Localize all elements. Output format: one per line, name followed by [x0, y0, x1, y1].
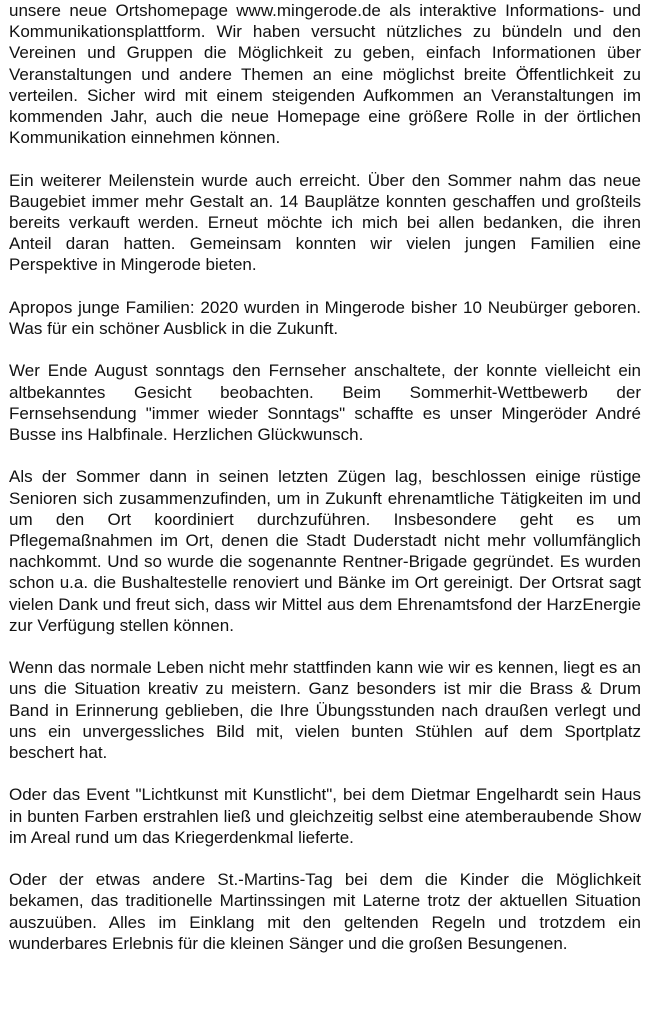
document-page — [9, 0, 641, 954]
paragraph-brass-drum-band: Wenn das normale Leben nicht mehr stattfinden kann wie wir es kennen, liegt es an uns die Situation kreativ zu meistern. Ganz besonders ist mir die Brass & Drum Band in Erinnerung geblieben, die Ihre Übungsstunden nach draußen verlegt und uns ein unvergessliches Bild mit, vielen bunten Stühlen auf dem Sportplatz beschert hat. — [9, 658, 641, 763]
paragraph-homepage: unsere neue Ortshomepage www.mingerode.de als interaktive Informations- und Kommunikationsplattform. Wir haben versucht nützliches zu bündeln und den Vereinen und Gruppen die Möglichkeit zu geben, einfach Informationen über Veranstaltungen und andere Themen an eine möglichst breite Öffentlichkeit zu verteilen. Sicher wird mit einem steigenden Aufkommen an Veranstaltungen im kommenden Jahr, auch die neue Homepage eine größere Rolle in der örtlichen Kommunikation einnehmen können. — [9, 1, 641, 148]
paragraph-st-martin: Oder der etwas andere St.-Martins-Tag bei dem die Kinder die Möglichkeit bekamen, das traditionelle Martinssingen mit Laterne trotz der aktuellen Situation auszuüben. Alles im Einklang mit den geltenden Regeln und trotzdem ein wunderbares Erlebnis für die kleinen Sänger und die großen Besungenen. — [9, 870, 641, 953]
paragraph-baugebiet: Ein weiterer Meilenstein wurde auch erreicht. Über den Sommer nahm das neue Baugebiet immer mehr Gestalt an. 14 Bauplätze konnten geschaffen und großteils bereits verkauft werden. Erneut möchte ich mich bei allen bedanken, die ihren Anteil daran hatten. Gemeinsam konnten wir vielen jungen Familien eine Perspektive in Mingerode bieten. — [9, 170, 641, 275]
paragraph-neubuerger: Apropos junge Familien: 2020 wurden in Mingerode bisher 10 Neubürger geboren. Was für ein schöner Ausblick in die Zukunft. — [9, 297, 641, 339]
paragraph-rentner-brigade: Als der Sommer dann in seinen letzten Zügen lag, beschlossen einige rüstige Senioren sich zusammenzufinden, um in Zukunft ehrenamtliche Tätigkeiten im und um den Ort koordiniert durchzuführen. Insbesondere geht es um Pflegemaßnahmen im Ort, denen die Stadt Duderstadt nicht mehr vollumfänglich nachkommt. Und so wurde die sogenannte Rentner-Brigade gegründet. Es wurden schon u.a. die Bushaltestelle renoviert und Bänke im Ort gereinigt. Der Ortsrat sagt vielen Dank und freut sich, dass wir Mittel aus dem Ehrenamtsfond der HarzEnergie zur Verfügung stellen können. — [9, 467, 641, 635]
paragraph-lichtkunst: Oder das Event "Lichtkunst mit Kunstlicht", bei dem Dietmar Engelhardt sein Haus in bunten Farben erstrahlen ließ und gleichzeitig selbst eine atemberaubende Show im Areal rund um das Kriegerdenkmal lieferte. — [9, 785, 641, 847]
paragraph-fernsehen: Wer Ende August sonntags den Fernseher anschaltete, der konnte vielleicht ein altbekanntes Gesicht beobachten. Beim Sommerhit-Wettbewerb der Fernsehsendung "immer wieder Sonntags" schaffte es unser Mingeröder André Busse ins Halbfinale. Herzlichen Glückwunsch. — [9, 361, 641, 445]
